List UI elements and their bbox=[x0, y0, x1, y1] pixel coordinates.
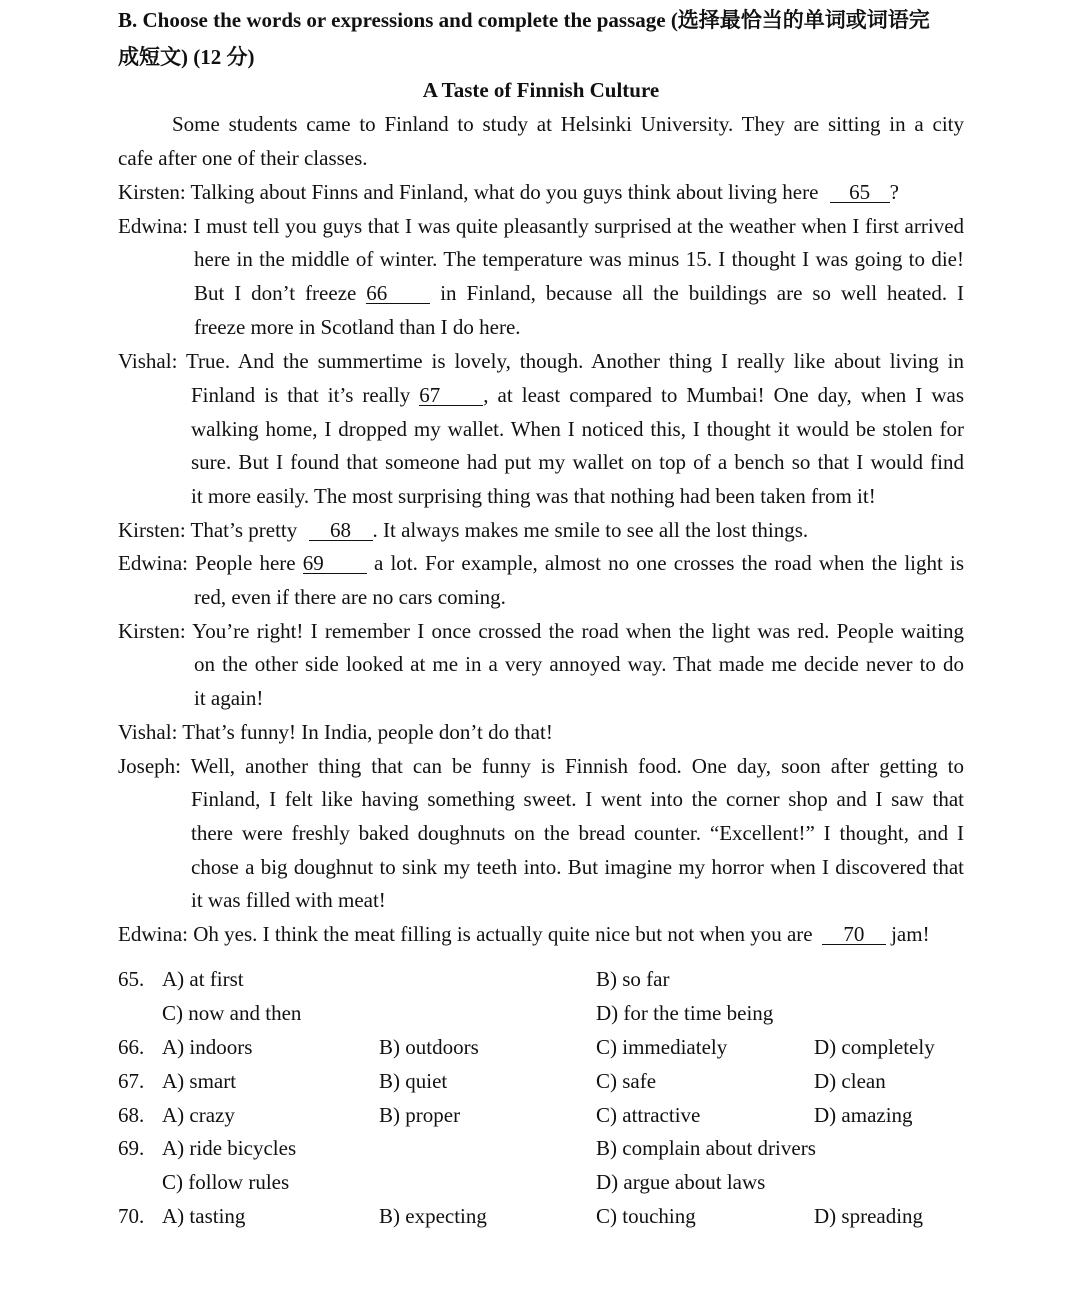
dialogue-text: People here bbox=[195, 551, 296, 575]
dialogue-text: Finland, I felt like having something sweet. I went into the corner shop and I saw that bbox=[191, 787, 964, 811]
option-b: B) complain about drivers bbox=[596, 1136, 816, 1160]
blank-65: 65 bbox=[830, 182, 890, 203]
speaker-name: Vishal: bbox=[118, 349, 178, 373]
dialogue-text: But I don’t freeze bbox=[194, 281, 357, 305]
dialogue-line-kirsten bbox=[118, 619, 964, 644]
option-a: A) tasting bbox=[162, 1204, 246, 1228]
intro-line: Some students came to Finland to study at Helsinki University. They are sitting in a city bbox=[172, 112, 964, 136]
dialogue-text: I must tell you guys that I was quite pleasantly surprised at the weather when I first arrived bbox=[193, 214, 965, 238]
dialogue-text: walking home, I dropped my wallet. When I noticed this, I thought it would be stolen for bbox=[191, 417, 964, 441]
blank-67: 67 bbox=[419, 385, 483, 406]
passage-title: A Taste of Finnish Culture bbox=[422, 78, 660, 102]
dialogue-text: here in the middle of winter. The temperature was minus 15. I thought I was going to die! bbox=[194, 247, 964, 271]
question-number: 67. bbox=[118, 1069, 145, 1093]
option-b: B) so far bbox=[596, 967, 670, 991]
intro-line: cafe after one of their classes. bbox=[118, 146, 368, 170]
question-number: 70. bbox=[118, 1204, 145, 1228]
speaker-name: Joseph: bbox=[118, 754, 181, 778]
dialogue-text: red, even if there are no cars coming. bbox=[194, 585, 506, 609]
option-a: A) smart bbox=[162, 1069, 237, 1093]
option-c: C) attractive bbox=[596, 1103, 701, 1127]
option-b: B) proper bbox=[379, 1103, 461, 1127]
option-row-65-cont bbox=[118, 1001, 964, 1031]
option-c: C) safe bbox=[596, 1069, 657, 1093]
dialogue-text: there were freshly baked doughnuts on the bread counter. “Excellent!” I thought, and I bbox=[191, 821, 964, 845]
question-number: 69. bbox=[118, 1136, 145, 1160]
option-d: D) spreading bbox=[814, 1204, 924, 1228]
dialogue-text: You’re right! I remember I once crossed the road when the light was red. People waiting bbox=[192, 619, 964, 643]
option-row-69-cont bbox=[118, 1170, 964, 1200]
option-row-66 bbox=[118, 1035, 964, 1065]
option-b: B) outdoors bbox=[379, 1035, 479, 1059]
dialogue-line-edwina bbox=[118, 214, 964, 239]
dialogue-text: , at least compared to Mumbai! One day, when I was bbox=[483, 383, 965, 407]
option-d: D) completely bbox=[814, 1035, 935, 1059]
speaker-name: Edwina: bbox=[118, 214, 188, 238]
speaker-name: Kirsten: bbox=[118, 619, 186, 643]
dialogue-text: a lot. For example, almost no one crosses the road when the light is bbox=[373, 551, 965, 575]
dialogue-line-vishal bbox=[118, 349, 964, 374]
speaker-name: Kirsten: bbox=[118, 518, 186, 542]
option-c: C) follow rules bbox=[162, 1170, 290, 1194]
question-number: 68. bbox=[118, 1103, 145, 1127]
option-d: D) for the time being bbox=[596, 1001, 774, 1025]
dialogue-text: That’s pretty bbox=[190, 518, 298, 542]
option-a: A) ride bicycles bbox=[162, 1136, 297, 1160]
dialogue-text: on the other side looked at me in a very annoyed way. That made me decide never to do bbox=[194, 652, 964, 676]
option-row-65 bbox=[118, 967, 964, 997]
dialogue-line-joseph bbox=[118, 754, 964, 779]
dialogue-line-edwina bbox=[118, 551, 964, 576]
option-d: D) amazing bbox=[814, 1103, 913, 1127]
option-b: B) quiet bbox=[379, 1069, 448, 1093]
dialogue-line-edwina bbox=[118, 922, 930, 947]
blank-70: 70 bbox=[822, 924, 886, 945]
speaker-name: Vishal: bbox=[118, 720, 178, 744]
question-number: 66. bbox=[118, 1035, 145, 1059]
dialogue-text: Talking about Finns and Finland, what do you guys think about living here bbox=[190, 180, 819, 204]
dialogue-text: in Finland, because all the buildings are so well heated. I bbox=[440, 281, 965, 305]
dialogue-text: jam! bbox=[891, 922, 930, 946]
speaker-name: Kirsten: bbox=[118, 180, 186, 204]
dialogue-text: Oh yes. I think the meat filling is actually quite nice but not when you are bbox=[193, 922, 813, 946]
option-b: B) expecting bbox=[379, 1204, 487, 1228]
option-row-70 bbox=[118, 1204, 964, 1234]
dialogue-text: it more easily. The most surprising thing was that nothing had been taken from it! bbox=[191, 484, 876, 508]
section-heading-line2: 成短文) (12 分) bbox=[118, 45, 255, 69]
dialogue-line-vishal bbox=[118, 720, 553, 745]
option-a: A) indoors bbox=[162, 1035, 253, 1059]
question-number: 65. bbox=[118, 967, 145, 991]
dialogue-text: True. And the summertime is lovely, though. Another thing I really like about living in bbox=[185, 349, 964, 373]
dialogue-text: it again! bbox=[194, 686, 264, 710]
dialogue-text: chose a big doughnut to sink my teeth into. But imagine my horror when I discovered that bbox=[191, 855, 964, 879]
dialogue-text: That’s funny! In India, people don’t do that! bbox=[182, 720, 553, 744]
option-a: A) at first bbox=[162, 967, 244, 991]
dialogue-text: Finland is that it’s really bbox=[191, 383, 411, 407]
blank-69: 69 bbox=[303, 553, 367, 574]
blank-68: 68 bbox=[309, 520, 373, 541]
dialogue-text: freeze more in Scotland than I do here. bbox=[194, 315, 521, 339]
dialogue-line-kirsten bbox=[118, 180, 899, 205]
dialogue-text: it was filled with meat! bbox=[191, 888, 386, 912]
dialogue-text: sure. But I found that someone had put my wallet on top of a bench so that I would find bbox=[191, 450, 964, 474]
option-a: A) crazy bbox=[162, 1103, 235, 1127]
dialogue-text-line bbox=[194, 281, 964, 306]
option-d: D) argue about laws bbox=[596, 1170, 766, 1194]
option-c: C) now and then bbox=[162, 1001, 302, 1025]
option-c: C) touching bbox=[596, 1204, 696, 1228]
dialogue-line-kirsten bbox=[118, 518, 808, 543]
dialogue-text: Well, another thing that can be funny is Finnish food. One day, soon after getting to bbox=[190, 754, 964, 778]
dialogue-text: ? bbox=[889, 180, 899, 204]
option-row-69 bbox=[118, 1136, 964, 1166]
dialogue-text-line bbox=[191, 383, 964, 408]
speaker-name: Edwina: bbox=[118, 922, 188, 946]
dialogue-text: . It always makes me smile to see all the lost things. bbox=[372, 518, 809, 542]
blank-66: 66 bbox=[366, 283, 430, 304]
option-row-67 bbox=[118, 1069, 964, 1099]
option-d: D) clean bbox=[814, 1069, 886, 1093]
speaker-name: Edwina: bbox=[118, 551, 188, 575]
option-c: C) immediately bbox=[596, 1035, 728, 1059]
option-row-68 bbox=[118, 1103, 964, 1133]
section-heading-line1: B. Choose the words or expressions and complete the passage (选择最恰当的单词或词语完 bbox=[118, 8, 930, 32]
